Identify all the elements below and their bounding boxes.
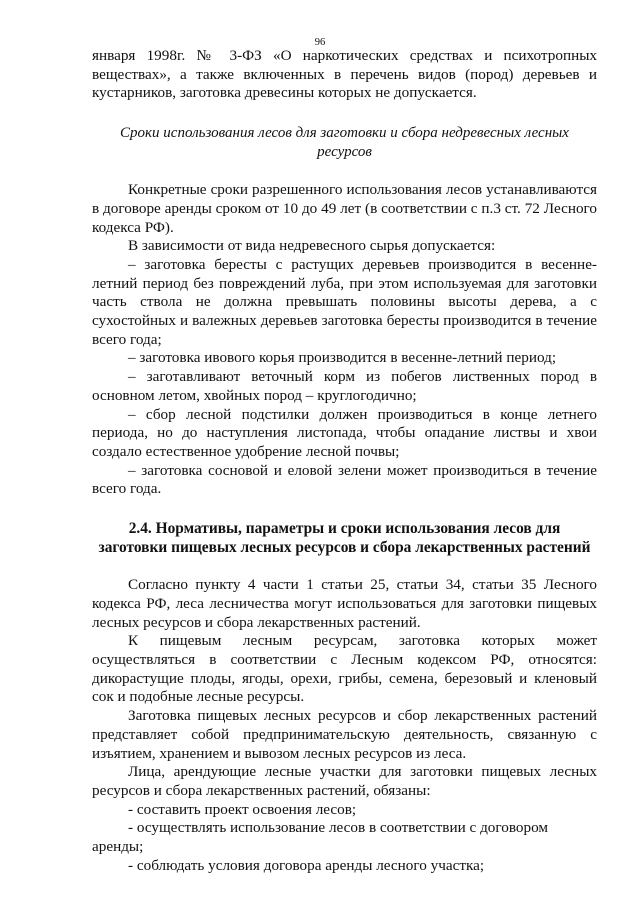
page-body — [92, 47, 597, 876]
paragraph-allowed-intro: В зависимости от вида недревесного сырья допускается: — [128, 237, 496, 255]
paragraph-entrepreneurial: Заготовка пищевых лесных ресурсов и сбор лекарственных растений представляет собой предпринимательскую деятельность, связанную с изъятием, хранением и вывозом лесных ресурсов из леса. — [92, 707, 597, 762]
section-heading-2-4: 2.4. Нормативы, параметры и сроки использования лесов для заготовки пищевых лесных ресурсов и сбора лекарственных растений — [98, 520, 591, 556]
page-number: 96 — [314, 37, 326, 48]
list-item-willow-bark: – заготовка ивового корья производится в весенне-летний период; — [128, 349, 557, 367]
subheading-nonwood-resources: Сроки использования лесов для заготовки и сбора недревесных лесных ресурсов — [120, 125, 569, 160]
duty-item-project: - составить проект освоения лесов; — [128, 800, 357, 818]
list-item-forest-litter: – сбор лесной подстилки должен производиться в конце летнего периода, но до наступления листопада, чтобы опадание листвы и хвои создало естественное удобрение лесной почвы; — [92, 405, 597, 460]
paragraph-continuation: января 1998г. № 3-ФЗ «О наркотических средствах и психотропных веществах», а также включенных в перечень видов (пород) деревьев и кустарников, заготовка древесины которых не допускается. — [92, 47, 597, 102]
list-item-twig-fodder: – заготавливают веточный корм из побегов лиственных пород в основном летом, хвойных пород – круглогодично; — [92, 368, 597, 404]
duty-item-lease-conditions: - соблюдать условия договора аренды лесного участка; — [128, 856, 485, 874]
paragraph-legal-basis: Согласно пункту 4 части 1 статьи 25, статьи 34, статьи 35 Лесного кодекса РФ, леса лесничества могут использоваться для заготовки пищевых лесных ресурсов и сбора лекарственных растений. — [92, 576, 597, 631]
paragraph-lease-terms: Конкретные сроки разрешенного использования лесов устанавливаются в договоре аренды сроком от 10 до 49 лет (в соответствии с п.3 ст. 72 Лесного кодекса РФ). — [92, 181, 597, 236]
list-item-birch-bark: – заготовка бересты с растущих деревьев производится в весенне-летний период без повреждений луба, при этом используемая для заготовки часть ствола не должна превышать половины высоты дерева, а с сухостойных и валежных деревьев заготовка бересты производится в течение всего года; — [92, 255, 597, 348]
duty-item-use-forests: - осуществлять использование лесов в соответствии с договором аренды; — [92, 819, 549, 856]
paragraph-food-resources: К пищевым лесным ресурсам, заготовка которых может осуществляться в соответствии с Лесным кодексом РФ, относятся: дикорастущие плоды, ягоды, орехи, грибы, семена, березовый и кленовый сок и подобные лесные ресурсы. — [92, 632, 597, 706]
paragraph-obligations-intro: Лица, арендующие лесные участки для заготовки пищевых лесных ресурсов и сбора лекарственных растений, обязаны: — [92, 763, 597, 799]
list-item-conifer-greens: – заготовка сосновой и еловой зелени может производиться в течение всего года. — [92, 461, 597, 498]
